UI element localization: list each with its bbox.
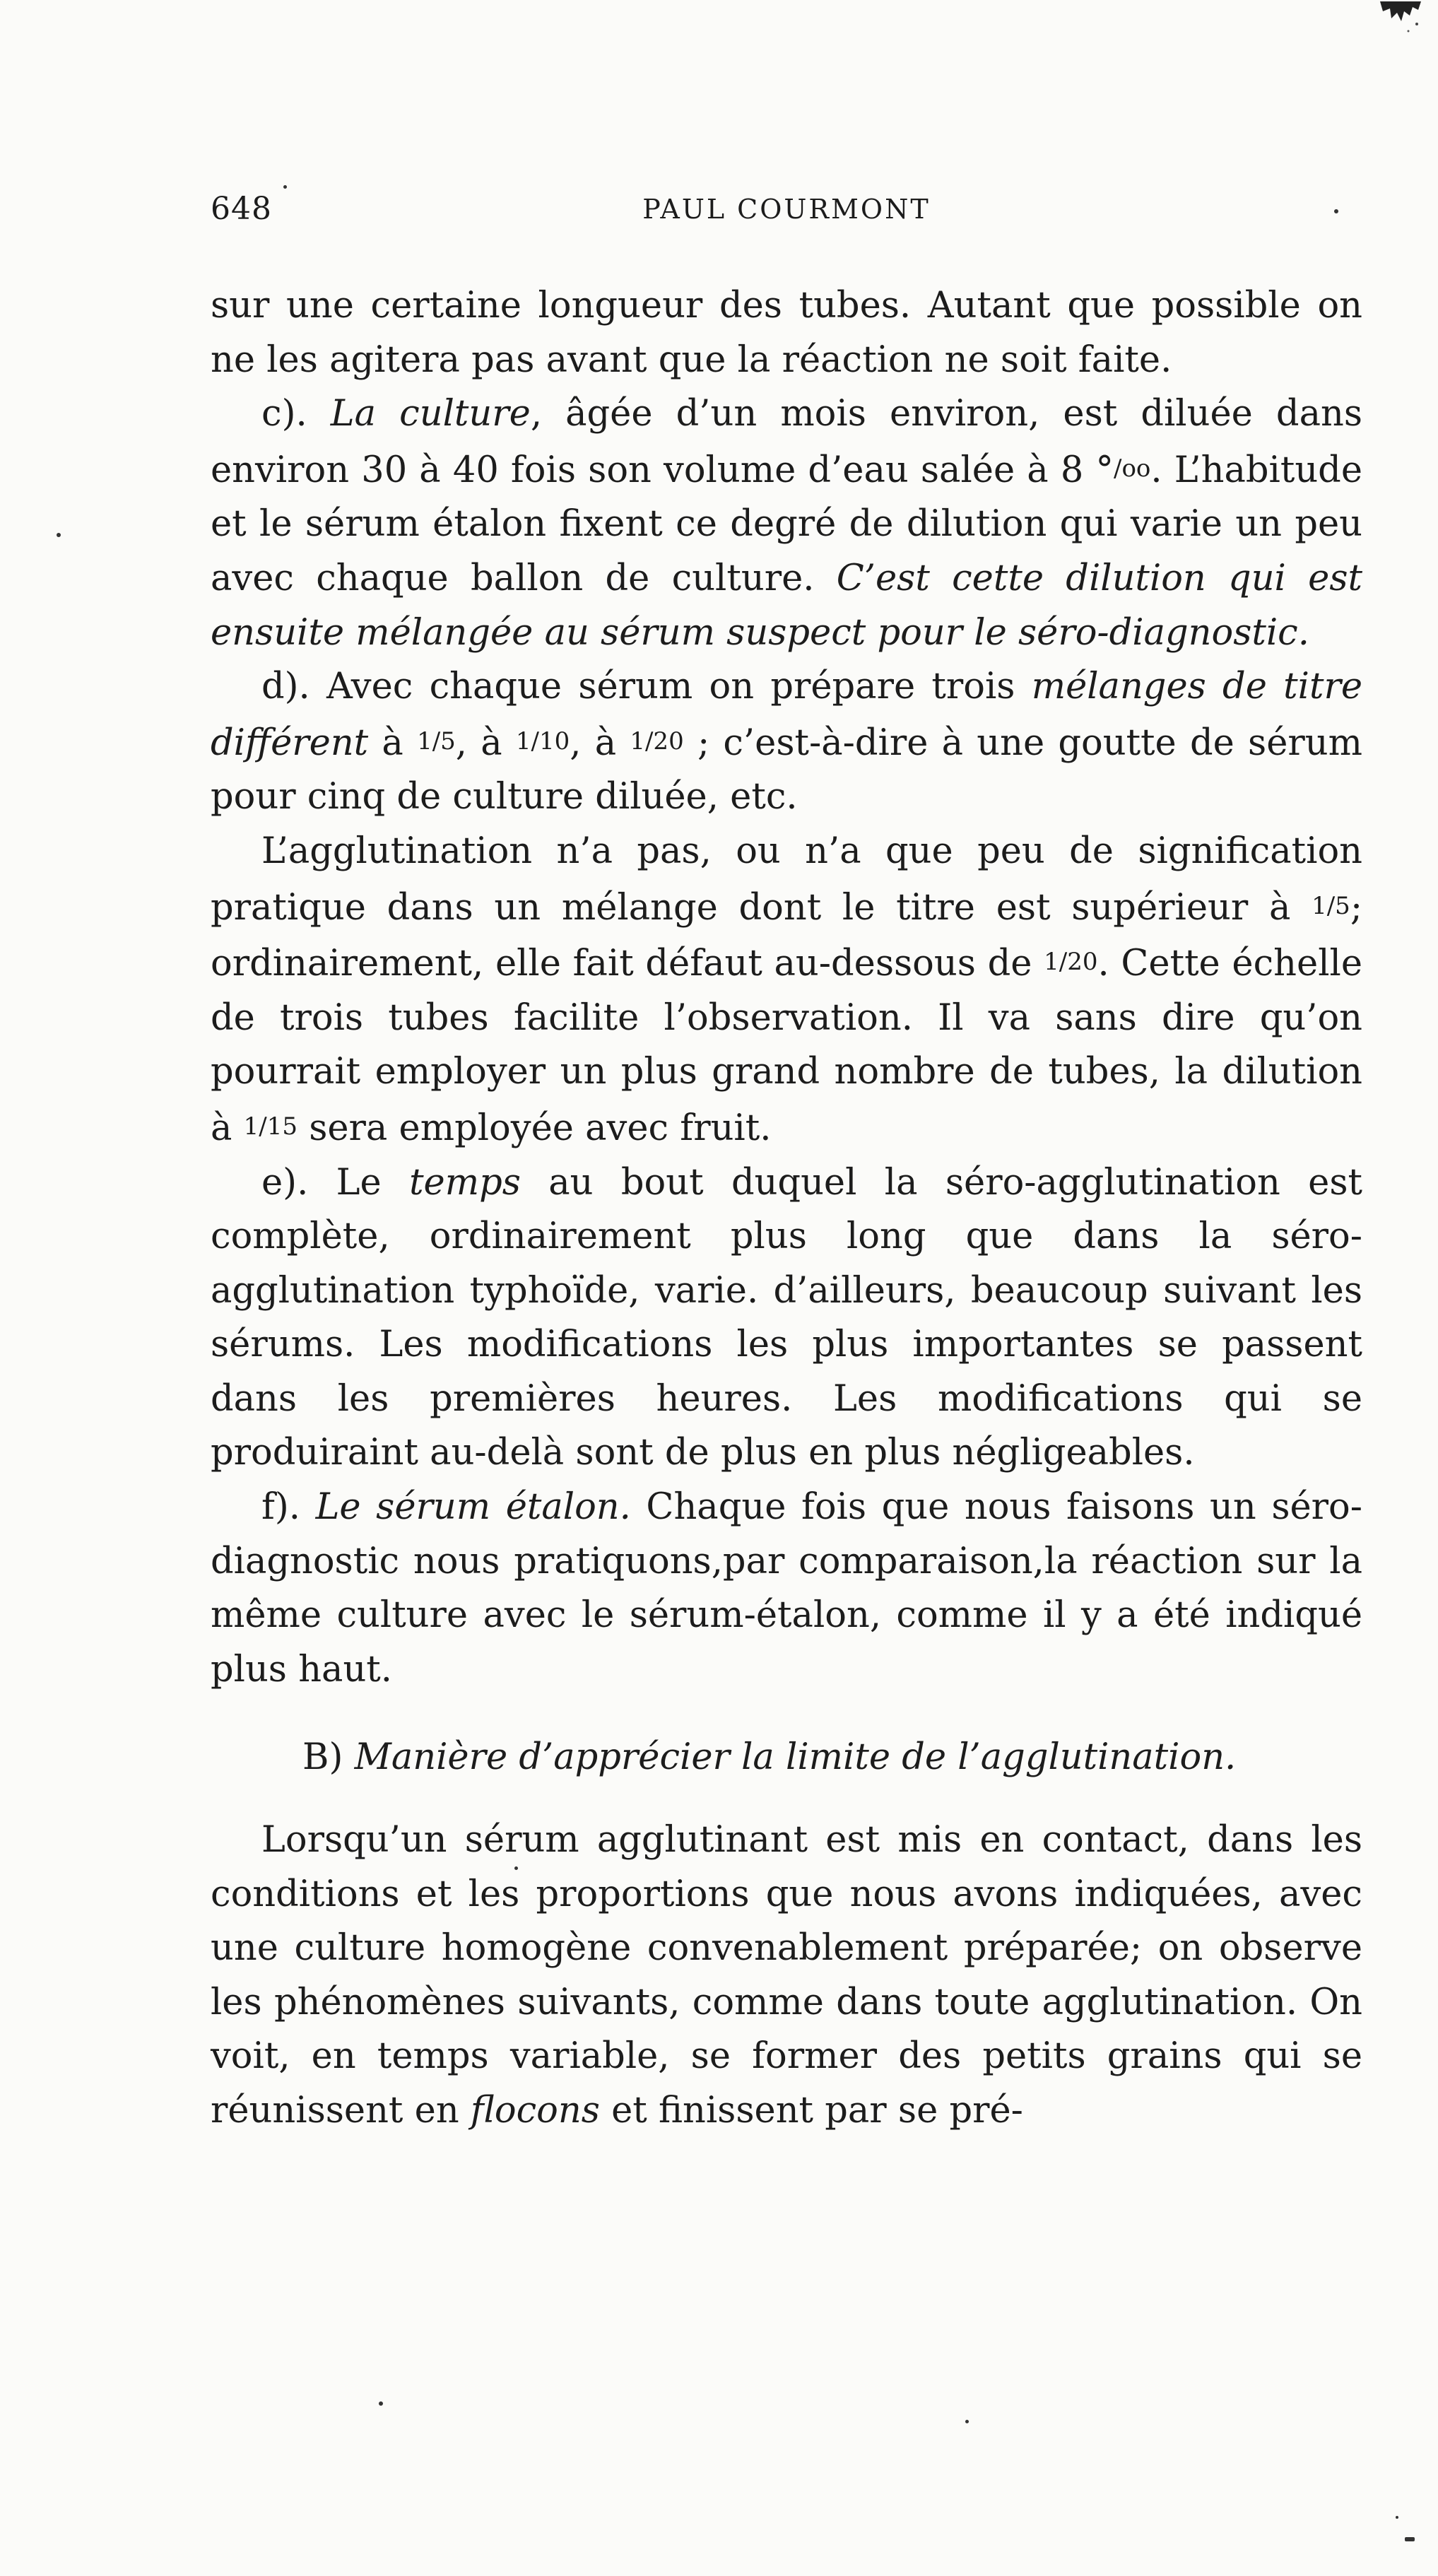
italic-sentence: C’est cette dilution qui est ensuite mélangée au sérum suspect pour le séro-diagnostic. (211, 557, 1362, 654)
italic-term: Le sérum étalon. (315, 1486, 631, 1529)
scan-speck (379, 2401, 383, 2406)
scan-speck (57, 533, 61, 537)
section-heading-title: Manière d’apprécier la limite de l’agglutination. (354, 1736, 1237, 1779)
italic-term: temps (409, 1161, 521, 1204)
paragraph-f: f). Le sérum étalon. Chaque fois que nous faisons un séro-diagnostic nous pratiquons,par comparaison,la réaction sur la même culture avec le sérum-étalon, comme il y a été indiqué plus haut. (211, 1486, 1362, 1690)
italic-term: flocons (470, 2090, 600, 2131)
scan-speck (1405, 2537, 1415, 2541)
scan-speck (1334, 209, 1338, 213)
paragraph-1: sur une certaine longueur des tubes. Autant que possible on ne les agitera pas avant que la réaction ne soit faite. (211, 285, 1362, 381)
paragraph-c: c). La culture, âgée d’un mois environ, est diluée dans environ 30 à 40 fois son volume d’eau salée à 8 °/oo. L’habitude et le sérum étalon fixent ce degré de dilution qui varie un peu avec chaque ballon de culture. C’est cette dilution qui est ensuite mélangée au sérum suspect pour le séro-diagnostic. (211, 393, 1363, 654)
section-heading: B) Manière d’apprécier la limite de l’agglutination. (302, 1736, 1237, 1779)
paragraph-d: d). Avec chaque sérum on prépare trois mélanges de titre différent à 1/5, à 1/10, à 1/20 ; c’est-à-dire à une goutte de sérum pour cinq de culture diluée, etc. (211, 666, 1363, 818)
scan-speck (1396, 2516, 1398, 2519)
fraction: 1/15 (243, 1112, 297, 1141)
fraction: 1/5 (417, 727, 456, 755)
fraction: 1/20 (1044, 948, 1098, 977)
italic-term: La culture (330, 393, 531, 435)
scan-speck (283, 185, 287, 189)
paragraph-e: e). Le temps au bout duquel la séro-agglutination est complète, ordinairement plus long que dans la séro-agglutination typhoïde, varie. d’ailleurs, beaucoup suivant les sérums. Les modifications les plus importantes se passent dans les premières heures. Les modifications qui se produiraint au-delà sont de plus en plus négligeables. (211, 1161, 1362, 1474)
page-number: 648 (211, 191, 272, 227)
page-header (211, 191, 1362, 240)
scan-speck (514, 1866, 518, 1870)
paragraph-lorsqu: Lorsqu’un sérum agglutinant est mis en contact, dans les conditions et les proportions que nous avons indiquées, avec une culture homogène convenablement préparée; on observe les phénomènes suivants, comme dans toute agglutination. On voit, en temps variable, se former des petits grains qui se réunissent en flocons et finissent par se pré- (211, 1819, 1362, 2131)
fraction: 1/5 (1312, 891, 1350, 920)
italic-term: mélanges de titre différent (211, 666, 1363, 764)
fraction: /oo (1113, 454, 1151, 483)
corner-scan-mark (1376, 0, 1425, 42)
body-text (211, 279, 1362, 2139)
scan-speck (965, 2420, 969, 2423)
fraction: 1/10 (515, 727, 570, 755)
fraction: 1/20 (630, 727, 684, 755)
running-head: PAUL COURMONT (642, 194, 931, 225)
paragraph-agglutination: L’agglutination n’a pas, ou n’a que peu de signification pratique dans un mélange dont le titre est supérieur à 1/5; ordinairement, elle fait défaut au-dessous de 1/20. Cette échelle de trois tubes facilite l’observation. Il va sans dire qu’on pourrait employer un plus grand nombre de tubes, la dilution à 1/15 sera employée avec fruit. (211, 830, 1362, 1149)
